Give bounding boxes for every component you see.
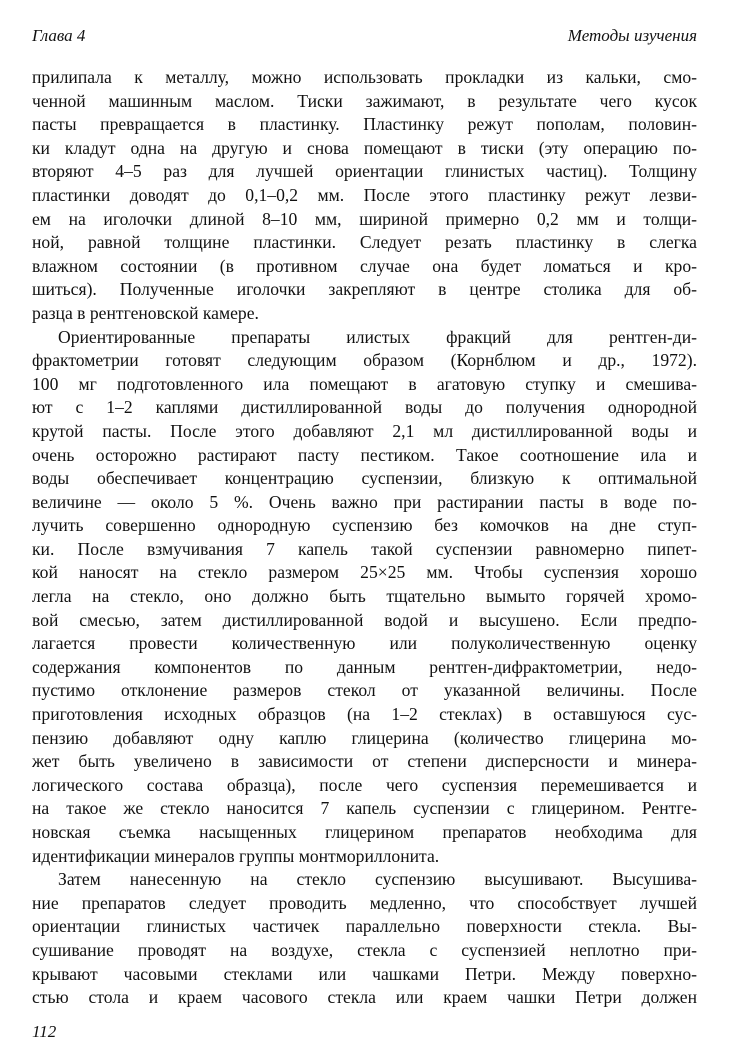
paragraph bbox=[32, 326, 697, 869]
text-line: крывают часовыми стеклами или чашками Петри. Между поверхно- bbox=[32, 963, 697, 984]
text-line: новская съемка насыщенных глицерином препаратов необходима для bbox=[32, 822, 697, 842]
text-line: воды обеспечивает концентрацию суспензии, близкую к оптимальной bbox=[32, 468, 697, 489]
text-line: ют с 1–2 каплями дистиллированной воды до получения однородной bbox=[32, 397, 697, 418]
text-line: ориентации глинистых частичек параллельно поверхности стекла. Вы- bbox=[32, 916, 697, 937]
text-line: стью стола и краем часового стекла или краем чашки Петри должен bbox=[32, 987, 697, 1008]
text-line: крутой пасты. После этого добавляют 2,1 мл дистиллированной воды и bbox=[32, 420, 697, 441]
text-line: шиться). Полученные иголочки закрепляют в центре столика для об- bbox=[32, 279, 697, 300]
text-line: Затем нанесенную на стекло суспензию высушивают. Высушива- bbox=[58, 869, 697, 890]
text-line: вторяют 4–5 раз для лучшей ориентации глинистых частиц). Толщину bbox=[32, 161, 697, 182]
text-line: Ориентированные препараты илистых фракций для рентген-ди- bbox=[58, 326, 697, 347]
text-line: пустимо отклонение размеров стекол от указанной величины. После bbox=[32, 680, 697, 701]
text-line: пластинки доводят до 0,1–0,2 мм. После этого пластинку режут лезви- bbox=[32, 184, 697, 205]
text-line: содержания компонентов по данным рентген-дифрактометрии, недо- bbox=[32, 656, 697, 677]
text-line: 100 мг подготовленного ила помещают в агатовую ступку и смешива- bbox=[32, 373, 697, 394]
text-line: очень осторожно растирают пасту пестиком. Такое соотношение ила и bbox=[32, 444, 697, 465]
text-line: сушивание проводят на воздухе, стекла с суспензией неплотно при- bbox=[32, 939, 697, 960]
text-line: лагается провести количественную или полуколичественную оценку bbox=[32, 633, 697, 654]
text-line: величине — около 5 %. Очень важно при растирании пасты в воде по- bbox=[32, 491, 697, 512]
text-line: пензию добавляют одну каплю глицерина (количество глицерина мо- bbox=[32, 727, 697, 748]
text-line: ки кладут одна на другую и снова помещают в тиски (эту операцию по- bbox=[32, 137, 697, 158]
section-title: Методы изучения bbox=[567, 26, 697, 45]
text-line: ки. После взмучивания 7 капель такой суспензии равномерно пипет- bbox=[32, 538, 697, 559]
body-text bbox=[32, 66, 697, 1010]
page-number: 112 bbox=[32, 1022, 57, 1041]
text-line: влажном состоянии (в противном случае она будет ломаться и кро- bbox=[32, 255, 697, 276]
text-line: разца в рентгеновской камере. bbox=[32, 302, 259, 323]
text-line: ченной машинным маслом. Тиски зажимают, в результате чего кусок bbox=[32, 90, 697, 111]
paragraph bbox=[32, 66, 697, 326]
running-header bbox=[32, 26, 697, 50]
text-line: прилипала к металлу, можно использовать прокладки из кальки, смо- bbox=[32, 67, 697, 87]
chapter-label: Глава 4 bbox=[32, 26, 86, 45]
text-line: пасты превращается в пластинку. Пластинку режут пополам, половин- bbox=[32, 114, 697, 135]
text-line: вой смесью, затем дистиллированной водой и высушено. Если предпо- bbox=[32, 609, 697, 630]
text-line: логического состава образца), после чего суспензия перемешивается и bbox=[32, 774, 697, 795]
paragraph bbox=[32, 868, 697, 1010]
text-line: лучить совершенно однородную суспензию без комочков на дне ступ- bbox=[32, 515, 697, 536]
text-line: фрактометрии готовят следующим образом (Корнблюм и др., 1972). bbox=[32, 350, 697, 371]
text-line: на такое же стекло наносится 7 капель суспензии с глицерином. Рентге- bbox=[32, 798, 697, 819]
text-line: ние препаратов следует проводить медленно, что способствует лучшей bbox=[32, 892, 697, 913]
text-line: ем на иголочки длиной 8–10 мм, шириной примерно 0,2 мм и толщи- bbox=[32, 208, 697, 229]
text-line: жет быть увеличено в зависимости от степени дисперсности и минера- bbox=[32, 751, 697, 772]
text-line: приготовления исходных образцов (на 1–2 стеклах) в оставшуюся сус- bbox=[32, 704, 697, 725]
text-line: легла на стекло, оно должно быть тщательно вымыто горячей хромо- bbox=[32, 586, 697, 607]
text-line: идентификации минералов группы монтмориллонита. bbox=[32, 845, 440, 866]
text-line: кой наносят на стекло размером 25×25 мм. Чтобы суспензия хорошо bbox=[32, 562, 697, 583]
text-line: ной, равной толщине пластинки. Следует резать пластинку в слегка bbox=[32, 232, 697, 253]
